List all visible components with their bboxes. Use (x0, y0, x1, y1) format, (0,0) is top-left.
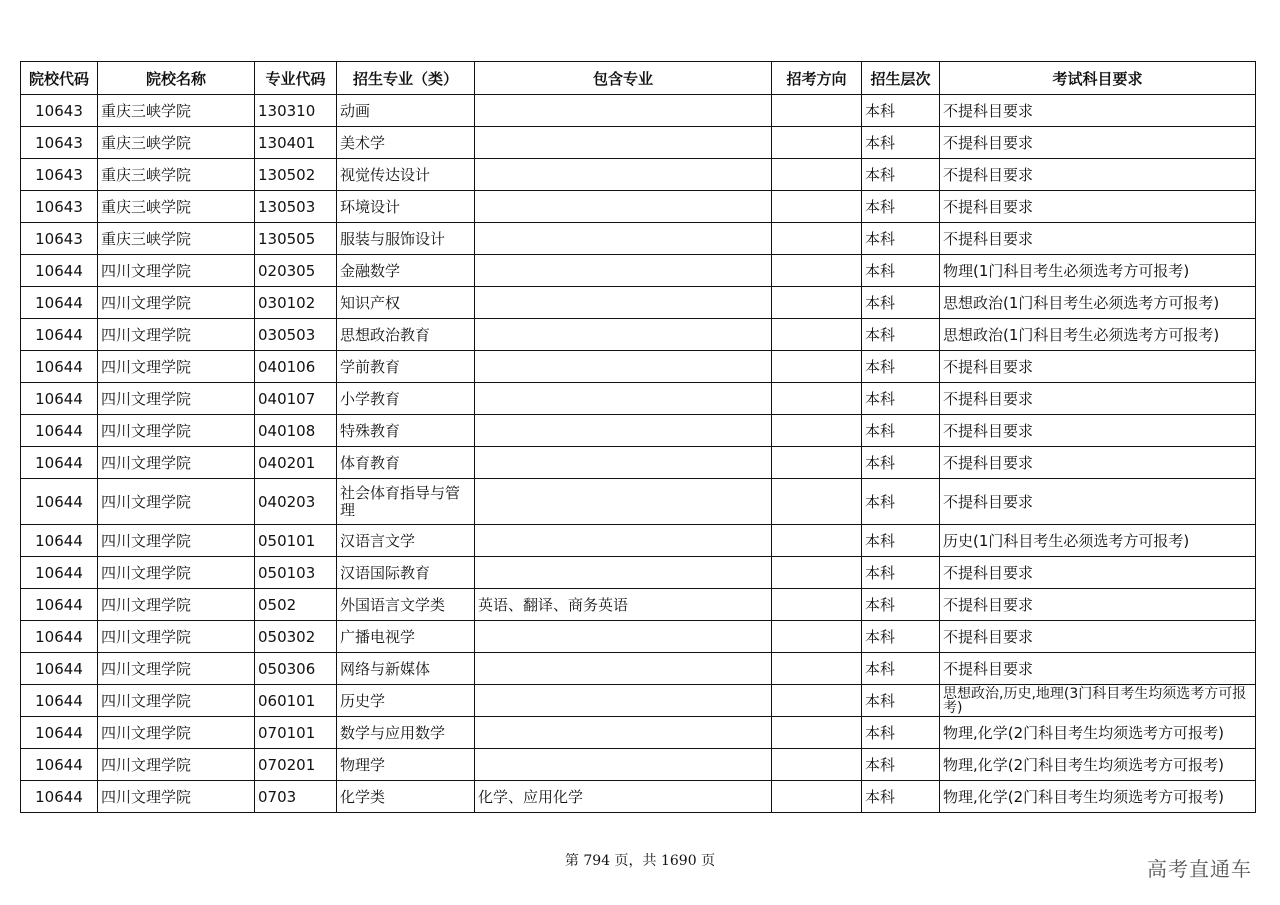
table-row (21, 191, 1256, 223)
cell-major: 知识产权 (337, 287, 475, 319)
table-row (21, 415, 1256, 447)
header-direction: 招考方向 (772, 62, 862, 95)
cell-level: 本科 (862, 479, 940, 525)
table-body (21, 95, 1256, 813)
cell-subject-requirement: 历史(1门科目考生必须选考方可报考) (940, 525, 1256, 557)
cell-subject-requirement: 物理,化学(2门科目考生均须选考方可报考) (940, 749, 1256, 781)
cell-school-code: 10644 (21, 717, 98, 749)
cell-subject-requirement: 不提科目要求 (940, 589, 1256, 621)
admissions-table (20, 61, 1256, 813)
cell-included-majors (475, 557, 772, 589)
cell-subject-requirement: 物理,化学(2门科目考生均须选考方可报考) (940, 781, 1256, 813)
cell-direction (772, 557, 862, 589)
cell-school-code: 10643 (21, 127, 98, 159)
cell-direction (772, 479, 862, 525)
cell-school-name: 四川文理学院 (98, 781, 255, 813)
cell-school-code: 10644 (21, 319, 98, 351)
cell-subject-requirement: 不提科目要求 (940, 653, 1256, 685)
cell-major: 体育教育 (337, 447, 475, 479)
cell-school-code: 10644 (21, 415, 98, 447)
table-row (21, 223, 1256, 255)
cell-school-name: 四川文理学院 (98, 415, 255, 447)
cell-major: 服装与服饰设计 (337, 223, 475, 255)
cell-major-code: 070101 (255, 717, 337, 749)
cell-school-name: 四川文理学院 (98, 653, 255, 685)
cell-school-code: 10644 (21, 447, 98, 479)
cell-school-name: 四川文理学院 (98, 287, 255, 319)
table-row (21, 255, 1256, 287)
cell-level: 本科 (862, 159, 940, 191)
cell-direction (772, 717, 862, 749)
cell-direction (772, 749, 862, 781)
cell-direction (772, 621, 862, 653)
cell-school-name: 四川文理学院 (98, 621, 255, 653)
cell-level: 本科 (862, 319, 940, 351)
cell-direction (772, 447, 862, 479)
cell-major: 思想政治教育 (337, 319, 475, 351)
cell-direction (772, 319, 862, 351)
cell-included-majors (475, 717, 772, 749)
cell-major: 社会体育指导与管理 (337, 479, 475, 525)
cell-level: 本科 (862, 589, 940, 621)
cell-included-majors (475, 95, 772, 127)
cell-major-code: 040107 (255, 383, 337, 415)
cell-subject-requirement: 物理(1门科目考生必须选考方可报考) (940, 255, 1256, 287)
cell-level: 本科 (862, 717, 940, 749)
cell-included-majors (475, 159, 772, 191)
cell-school-code: 10643 (21, 159, 98, 191)
cell-major: 学前教育 (337, 351, 475, 383)
cell-school-code: 10644 (21, 749, 98, 781)
header-level: 招生层次 (862, 62, 940, 95)
header-subject-requirement: 考试科目要求 (940, 62, 1256, 95)
cell-major: 网络与新媒体 (337, 653, 475, 685)
cell-major: 汉语国际教育 (337, 557, 475, 589)
cell-subject-requirement: 不提科目要求 (940, 479, 1256, 525)
cell-direction (772, 255, 862, 287)
cell-direction (772, 191, 862, 223)
cell-subject-requirement: 不提科目要求 (940, 383, 1256, 415)
table-row (21, 319, 1256, 351)
cell-school-code: 10644 (21, 351, 98, 383)
cell-major: 物理学 (337, 749, 475, 781)
cell-major: 美术学 (337, 127, 475, 159)
cell-level: 本科 (862, 749, 940, 781)
cell-major: 历史学 (337, 685, 475, 717)
cell-major-code: 040203 (255, 479, 337, 525)
table-row (21, 159, 1256, 191)
cell-major-code: 050306 (255, 653, 337, 685)
table-header (21, 62, 1256, 95)
cell-major: 小学教育 (337, 383, 475, 415)
table-row (21, 621, 1256, 653)
cell-subject-requirement: 不提科目要求 (940, 621, 1256, 653)
cell-school-code: 10643 (21, 223, 98, 255)
header-major: 招生专业（类） (337, 62, 475, 95)
cell-school-code: 10644 (21, 383, 98, 415)
cell-school-code: 10644 (21, 479, 98, 525)
cell-major: 化学类 (337, 781, 475, 813)
cell-major: 环境设计 (337, 191, 475, 223)
cell-school-code: 10644 (21, 781, 98, 813)
cell-school-name: 四川文理学院 (98, 717, 255, 749)
cell-included-majors (475, 287, 772, 319)
cell-direction (772, 589, 862, 621)
cell-subject-requirement: 不提科目要求 (940, 191, 1256, 223)
cell-major-code: 040201 (255, 447, 337, 479)
cell-school-name: 四川文理学院 (98, 589, 255, 621)
cell-direction (772, 159, 862, 191)
cell-subject-requirement: 不提科目要求 (940, 557, 1256, 589)
cell-school-name: 重庆三峡学院 (98, 191, 255, 223)
table-row (21, 525, 1256, 557)
cell-school-name: 四川文理学院 (98, 749, 255, 781)
header-school-code: 院校代码 (21, 62, 98, 95)
table-row (21, 717, 1256, 749)
cell-included-majors (475, 255, 772, 287)
cell-major-code: 050302 (255, 621, 337, 653)
header-row (21, 62, 1256, 95)
header-included-majors: 包含专业 (475, 62, 772, 95)
cell-school-code: 10643 (21, 95, 98, 127)
cell-included-majors (475, 319, 772, 351)
cell-direction (772, 653, 862, 685)
cell-major-code: 130505 (255, 223, 337, 255)
cell-level: 本科 (862, 557, 940, 589)
cell-major: 广播电视学 (337, 621, 475, 653)
cell-major-code: 030102 (255, 287, 337, 319)
cell-direction (772, 383, 862, 415)
cell-major-code: 130502 (255, 159, 337, 191)
table-row (21, 749, 1256, 781)
table-row (21, 557, 1256, 589)
cell-subject-requirement: 思想政治,历史,地理(3门科目考生均须选考方可报考) (940, 685, 1256, 717)
cell-major-code: 020305 (255, 255, 337, 287)
cell-school-name: 四川文理学院 (98, 351, 255, 383)
cell-subject-requirement: 不提科目要求 (940, 127, 1256, 159)
cell-school-name: 四川文理学院 (98, 685, 255, 717)
cell-school-code: 10644 (21, 653, 98, 685)
cell-subject-requirement: 思想政治(1门科目考生必须选考方可报考) (940, 319, 1256, 351)
cell-level: 本科 (862, 685, 940, 717)
cell-included-majors (475, 383, 772, 415)
cell-major: 视觉传达设计 (337, 159, 475, 191)
cell-school-name: 重庆三峡学院 (98, 127, 255, 159)
table-row (21, 653, 1256, 685)
table-row (21, 287, 1256, 319)
cell-included-majors (475, 127, 772, 159)
cell-level: 本科 (862, 653, 940, 685)
cell-included-majors (475, 685, 772, 717)
cell-level: 本科 (862, 351, 940, 383)
cell-level: 本科 (862, 383, 940, 415)
cell-direction (772, 525, 862, 557)
cell-subject-requirement: 物理,化学(2门科目考生均须选考方可报考) (940, 717, 1256, 749)
cell-level: 本科 (862, 621, 940, 653)
cell-school-code: 10643 (21, 191, 98, 223)
cell-major-code: 040108 (255, 415, 337, 447)
cell-major-code: 060101 (255, 685, 337, 717)
cell-direction (772, 127, 862, 159)
cell-school-name: 四川文理学院 (98, 383, 255, 415)
cell-major: 特殊教育 (337, 415, 475, 447)
cell-major-code: 130310 (255, 95, 337, 127)
cell-major-code: 030503 (255, 319, 337, 351)
cell-school-code: 10644 (21, 255, 98, 287)
cell-major-code: 0502 (255, 589, 337, 621)
header-school-name: 院校名称 (98, 62, 255, 95)
cell-level: 本科 (862, 447, 940, 479)
cell-major-code: 050101 (255, 525, 337, 557)
cell-school-name: 四川文理学院 (98, 479, 255, 525)
cell-level: 本科 (862, 287, 940, 319)
cell-included-majors (475, 223, 772, 255)
table-row (21, 127, 1256, 159)
cell-subject-requirement: 不提科目要求 (940, 159, 1256, 191)
cell-included-majors (475, 653, 772, 685)
cell-school-name: 四川文理学院 (98, 557, 255, 589)
cell-major-code: 130401 (255, 127, 337, 159)
cell-subject-requirement: 不提科目要求 (940, 351, 1256, 383)
cell-major-code: 070201 (255, 749, 337, 781)
watermark-logo: 高考直通车 (1147, 857, 1252, 881)
cell-included-majors (475, 621, 772, 653)
table-row (21, 589, 1256, 621)
cell-included-majors: 英语、翻译、商务英语 (475, 589, 772, 621)
cell-direction (772, 415, 862, 447)
cell-school-name: 重庆三峡学院 (98, 159, 255, 191)
cell-direction (772, 223, 862, 255)
table-row (21, 383, 1256, 415)
cell-school-name: 重庆三峡学院 (98, 95, 255, 127)
cell-subject-requirement: 不提科目要求 (940, 415, 1256, 447)
cell-level: 本科 (862, 95, 940, 127)
cell-subject-requirement: 不提科目要求 (940, 223, 1256, 255)
cell-included-majors (475, 191, 772, 223)
cell-school-code: 10644 (21, 685, 98, 717)
table-row (21, 781, 1256, 813)
cell-level: 本科 (862, 223, 940, 255)
cell-direction (772, 781, 862, 813)
cell-included-majors (475, 415, 772, 447)
cell-included-majors: 化学、应用化学 (475, 781, 772, 813)
cell-school-code: 10644 (21, 621, 98, 653)
cell-major-code: 130503 (255, 191, 337, 223)
cell-major: 数学与应用数学 (337, 717, 475, 749)
cell-major: 动画 (337, 95, 475, 127)
cell-school-name: 四川文理学院 (98, 525, 255, 557)
cell-major: 金融数学 (337, 255, 475, 287)
cell-major-code: 0703 (255, 781, 337, 813)
cell-major-code: 040106 (255, 351, 337, 383)
cell-level: 本科 (862, 525, 940, 557)
cell-major: 汉语言文学 (337, 525, 475, 557)
header-major-code: 专业代码 (255, 62, 337, 95)
cell-level: 本科 (862, 255, 940, 287)
cell-level: 本科 (862, 781, 940, 813)
cell-school-name: 四川文理学院 (98, 255, 255, 287)
cell-school-code: 10644 (21, 287, 98, 319)
cell-subject-requirement: 不提科目要求 (940, 95, 1256, 127)
table-row (21, 447, 1256, 479)
cell-direction (772, 95, 862, 127)
cell-major: 外国语言文学类 (337, 589, 475, 621)
cell-included-majors (475, 749, 772, 781)
table-row (21, 479, 1256, 525)
cell-school-name: 重庆三峡学院 (98, 223, 255, 255)
table-row (21, 351, 1256, 383)
cell-included-majors (475, 525, 772, 557)
cell-subject-requirement: 思想政治(1门科目考生必须选考方可报考) (940, 287, 1256, 319)
cell-school-name: 四川文理学院 (98, 447, 255, 479)
cell-level: 本科 (862, 191, 940, 223)
cell-included-majors (475, 479, 772, 525)
cell-direction (772, 351, 862, 383)
cell-subject-requirement: 不提科目要求 (940, 447, 1256, 479)
page-number: 第 794 页，共 1690 页 (564, 853, 716, 869)
cell-level: 本科 (862, 415, 940, 447)
table-row (21, 95, 1256, 127)
cell-school-code: 10644 (21, 525, 98, 557)
cell-school-code: 10644 (21, 557, 98, 589)
cell-school-name: 四川文理学院 (98, 319, 255, 351)
cell-included-majors (475, 351, 772, 383)
cell-school-code: 10644 (21, 589, 98, 621)
cell-level: 本科 (862, 127, 940, 159)
cell-direction (772, 287, 862, 319)
table-row (21, 685, 1256, 717)
cell-included-majors (475, 447, 772, 479)
cell-major-code: 050103 (255, 557, 337, 589)
cell-direction (772, 685, 862, 717)
